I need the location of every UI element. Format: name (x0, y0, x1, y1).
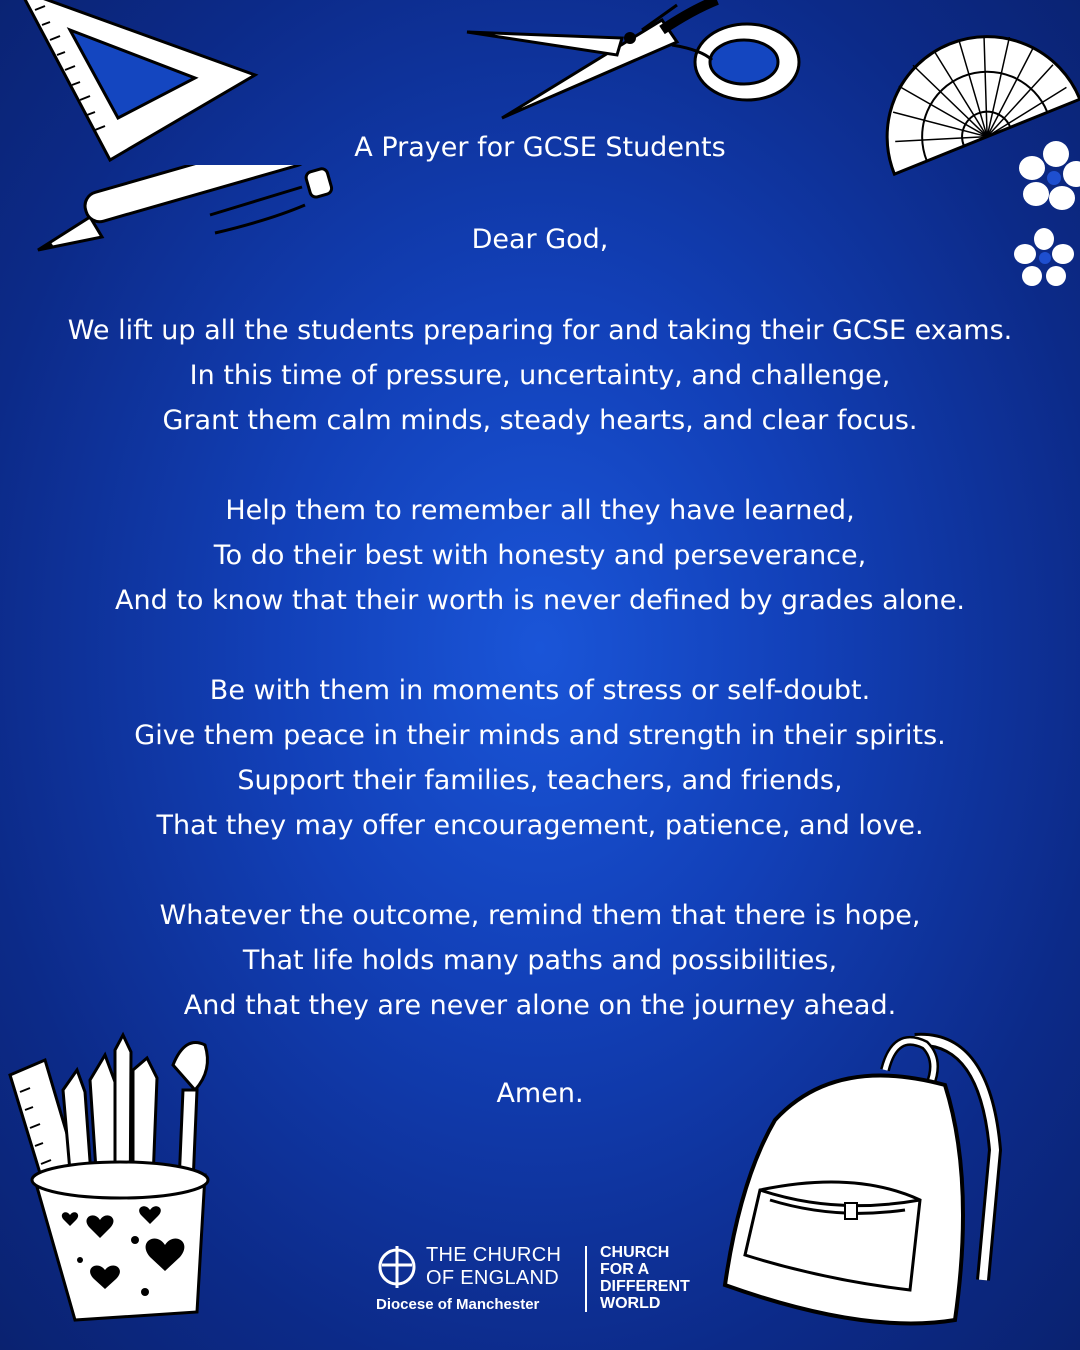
scissors-icon (462, 0, 807, 125)
tagline-line: FOR A (600, 1261, 650, 1278)
logo-line-1: THE CHURCH (426, 1244, 562, 1266)
prayer-line: Grant them calm minds, steady hearts, and clear focus. (162, 405, 918, 436)
logo-diocese: Diocese of Manchester (376, 1296, 540, 1313)
prayer-stanza (0, 308, 1080, 443)
prayer-greeting: Dear God, (471, 224, 609, 255)
prayer-line: And to know that their worth is never defined by grades alone. (115, 585, 965, 616)
prayer-line: Help them to remember all they have learned, (225, 495, 855, 526)
prayer-stanza (0, 668, 1080, 848)
prayer-line: To do their best with honesty and perseverance, (213, 540, 867, 571)
prayer-stanza (0, 488, 1080, 623)
tagline-line: WORLD (600, 1295, 661, 1312)
tagline-line: DIFFERENT (600, 1278, 690, 1295)
prayer-line: That life holds many paths and possibilities, (242, 945, 838, 976)
prayer-line: In this time of pressure, uncertainty, and challenge, (189, 360, 891, 391)
prayer-line: And that they are never alone on the journey ahead. (183, 990, 897, 1021)
prayer-line: Be with them in moments of stress or self-doubt. (209, 675, 871, 706)
prayer-closing: Amen. (496, 1078, 584, 1109)
prayer-line: We lift up all the students preparing for and taking their GCSE exams. (67, 315, 1013, 346)
church-cross-icon (376, 1246, 418, 1288)
prayer-stanza (0, 893, 1080, 1028)
church-logo (374, 1240, 714, 1320)
prayer-line: Support their families, teachers, and friends, (237, 765, 843, 796)
logo-line-2: OF ENGLAND (426, 1267, 560, 1289)
prayer-title: A Prayer for GCSE Students (354, 132, 726, 163)
tagline-line: CHURCH (600, 1244, 670, 1261)
prayer-line: That they may offer encouragement, patience, and love. (156, 810, 924, 841)
logo-divider (585, 1246, 587, 1312)
prayer-line: Whatever the outcome, remind them that there is hope, (159, 900, 921, 931)
prayer-line: Give them peace in their minds and strength in their spirits. (134, 720, 946, 751)
logo-tagline (600, 1244, 690, 1312)
